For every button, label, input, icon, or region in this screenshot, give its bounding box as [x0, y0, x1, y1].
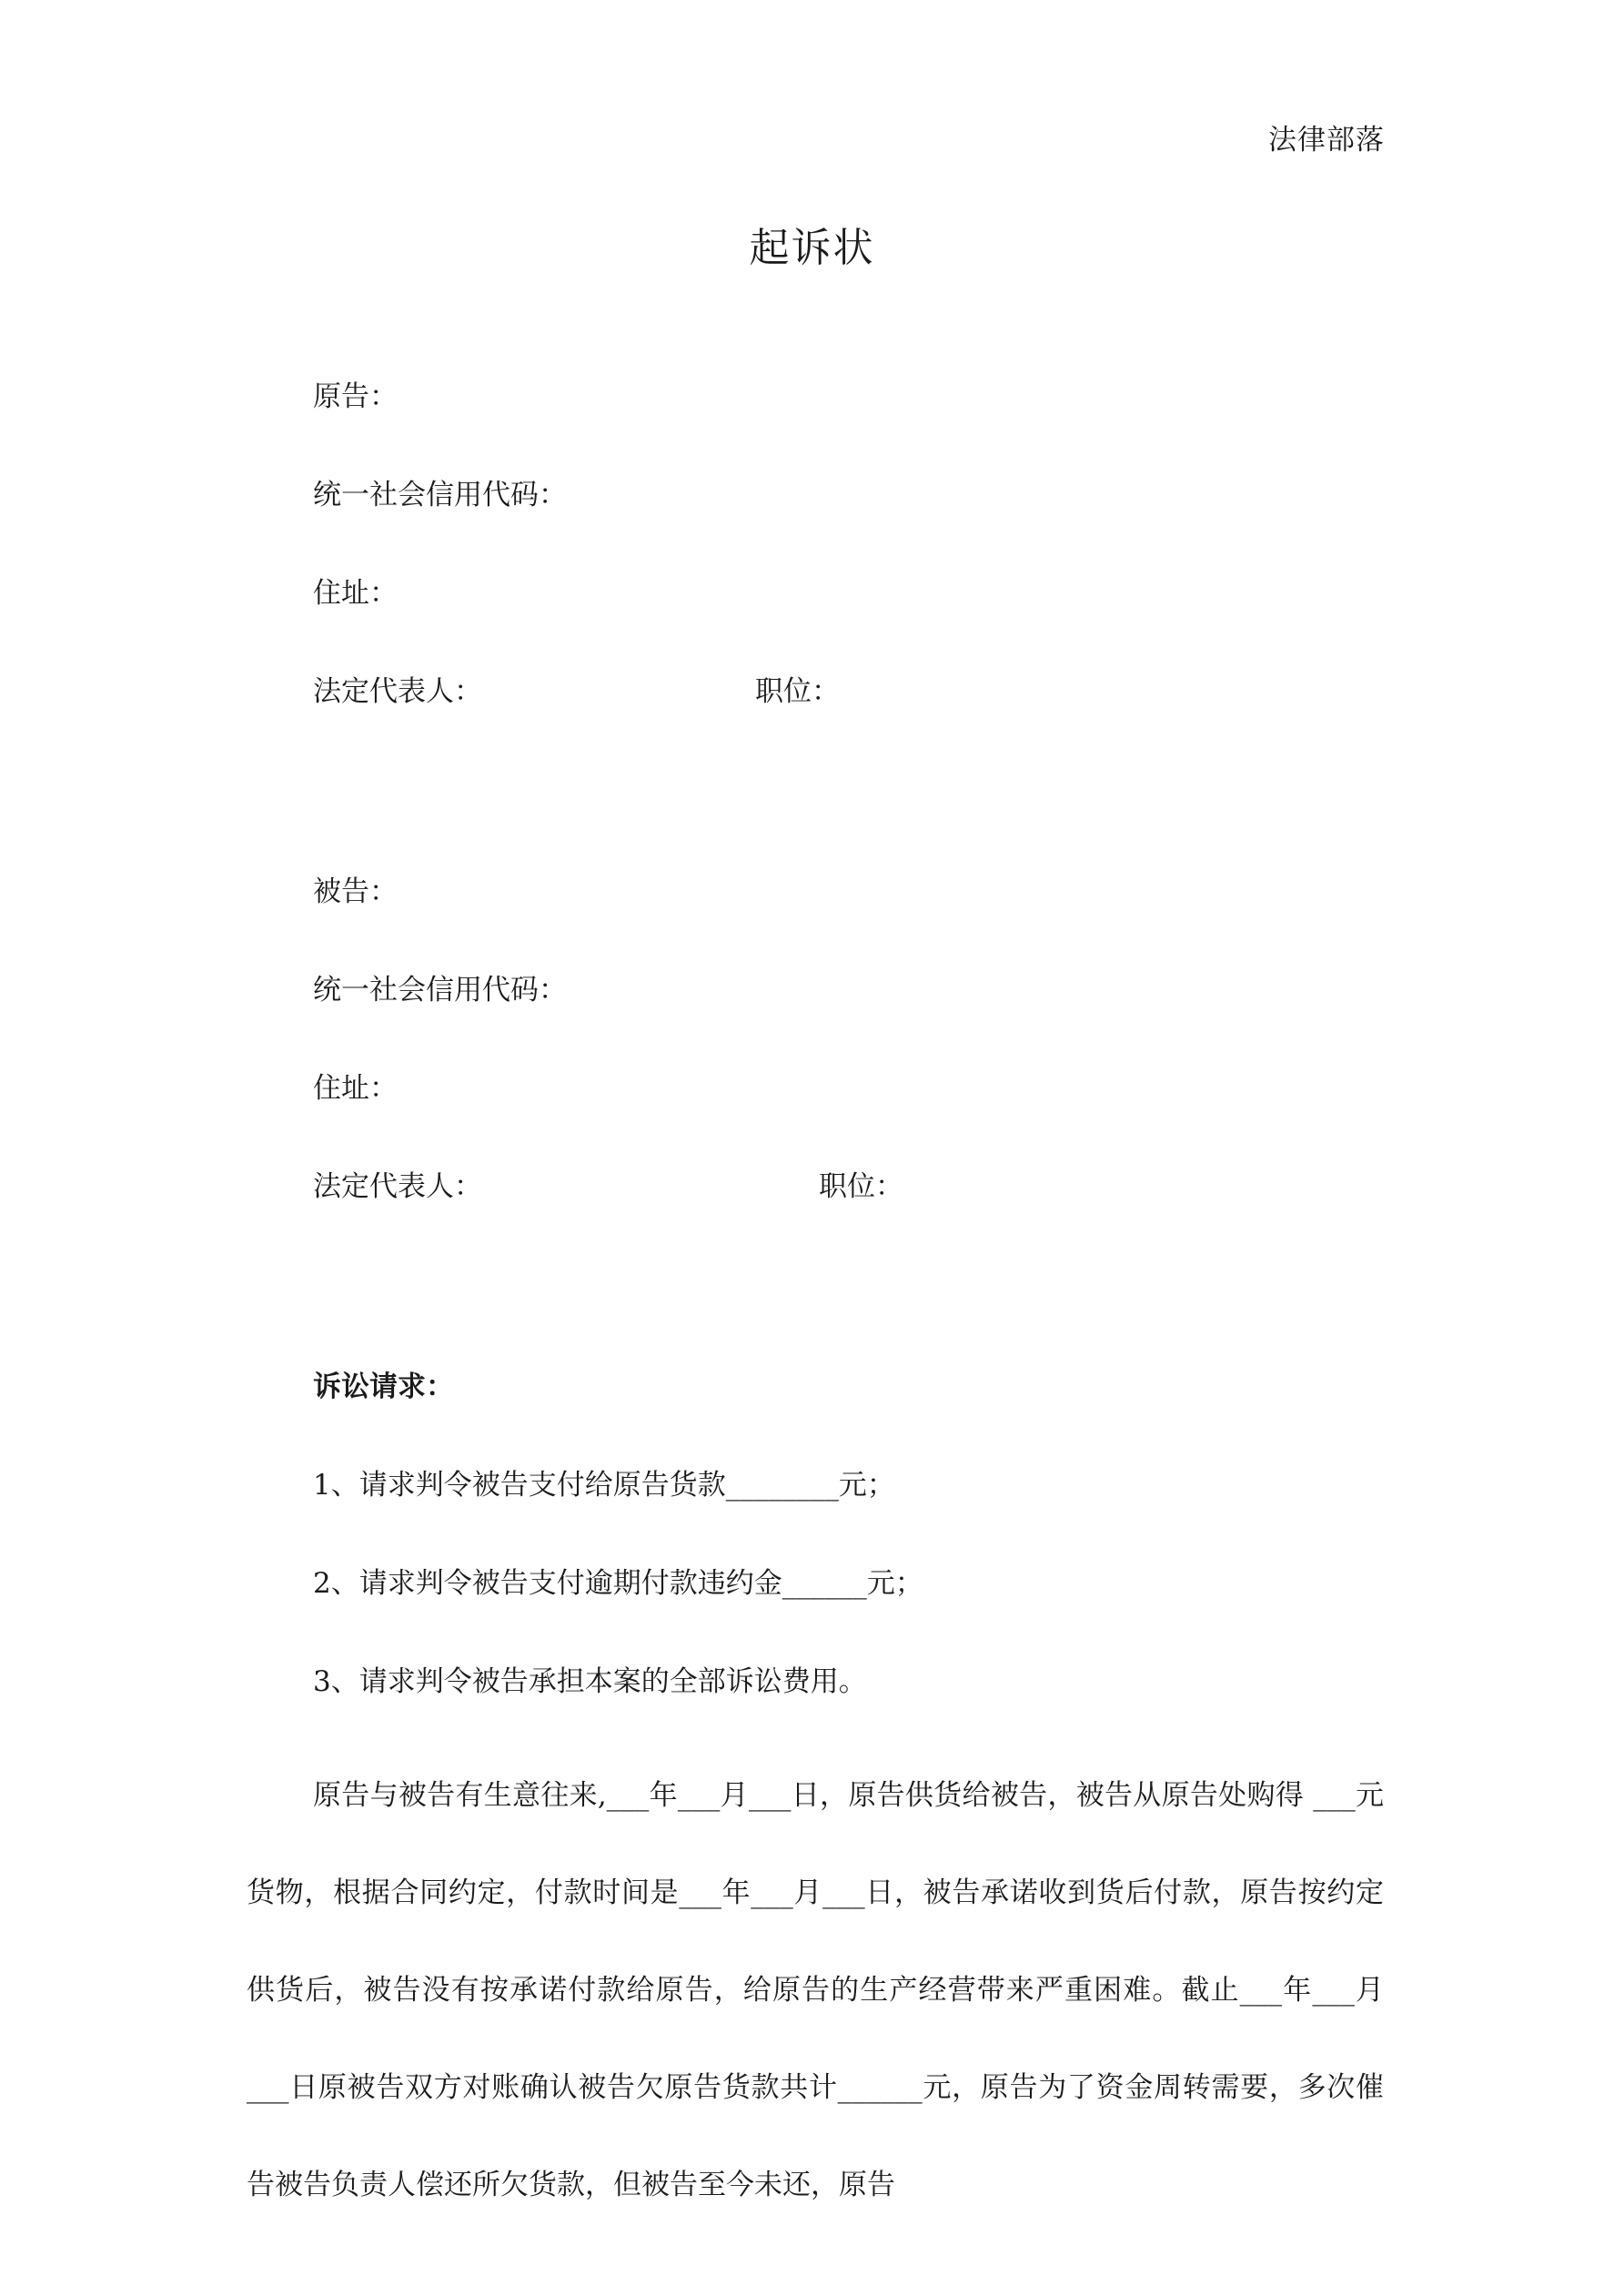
facts-paragraph: 原告与被告有生意往来,___年___月___日，原告供货给被告，被告从原告处购得 ___元货物，根据合同约定，付款时间是___年___月___日，被告承诺收到货后付款，原告按约定供货后，被告没有按承诺付款给原告，给原告的生产经营带来严重困难。截止___年___月___日原被告双方对账确认被告欠原告货款共计______元，原告为了资金周转需要，多次催告被告负责人偿还所欠货款，但被告至今未还，原告 — [247, 1779, 1384, 2201]
claim-item-1: 1、请求判令被告支付给原告货款________元； — [313, 1469, 895, 1502]
plaintiff-position-label: 职位： — [755, 675, 840, 708]
defendant-rep-label: 法定代表人： — [313, 1170, 482, 1203]
header-brand: 法律部落 — [1268, 124, 1385, 157]
defendant-address-label: 住址： — [313, 1072, 398, 1105]
defendant-credit-code-label: 统一社会信用代码： — [313, 974, 567, 1006]
claims-heading: 诉讼请求： — [313, 1371, 454, 1403]
plaintiff-rep-label: 法定代表人： — [313, 675, 482, 708]
plaintiff-name-label: 原告： — [313, 380, 398, 413]
claim-item-2: 2、请求判令被告支付逾期付款违约金______元； — [313, 1567, 923, 1600]
defendant-position-label: 职位： — [819, 1170, 903, 1203]
plaintiff-address-label: 住址： — [313, 577, 398, 610]
document-title: 起诉状 — [749, 225, 875, 271]
claim-item-3: 3、请求判令被告承担本案的全部诉讼费用。 — [313, 1665, 867, 1698]
plaintiff-credit-code-label: 统一社会信用代码： — [313, 479, 567, 511]
defendant-name-label: 被告： — [313, 875, 398, 908]
